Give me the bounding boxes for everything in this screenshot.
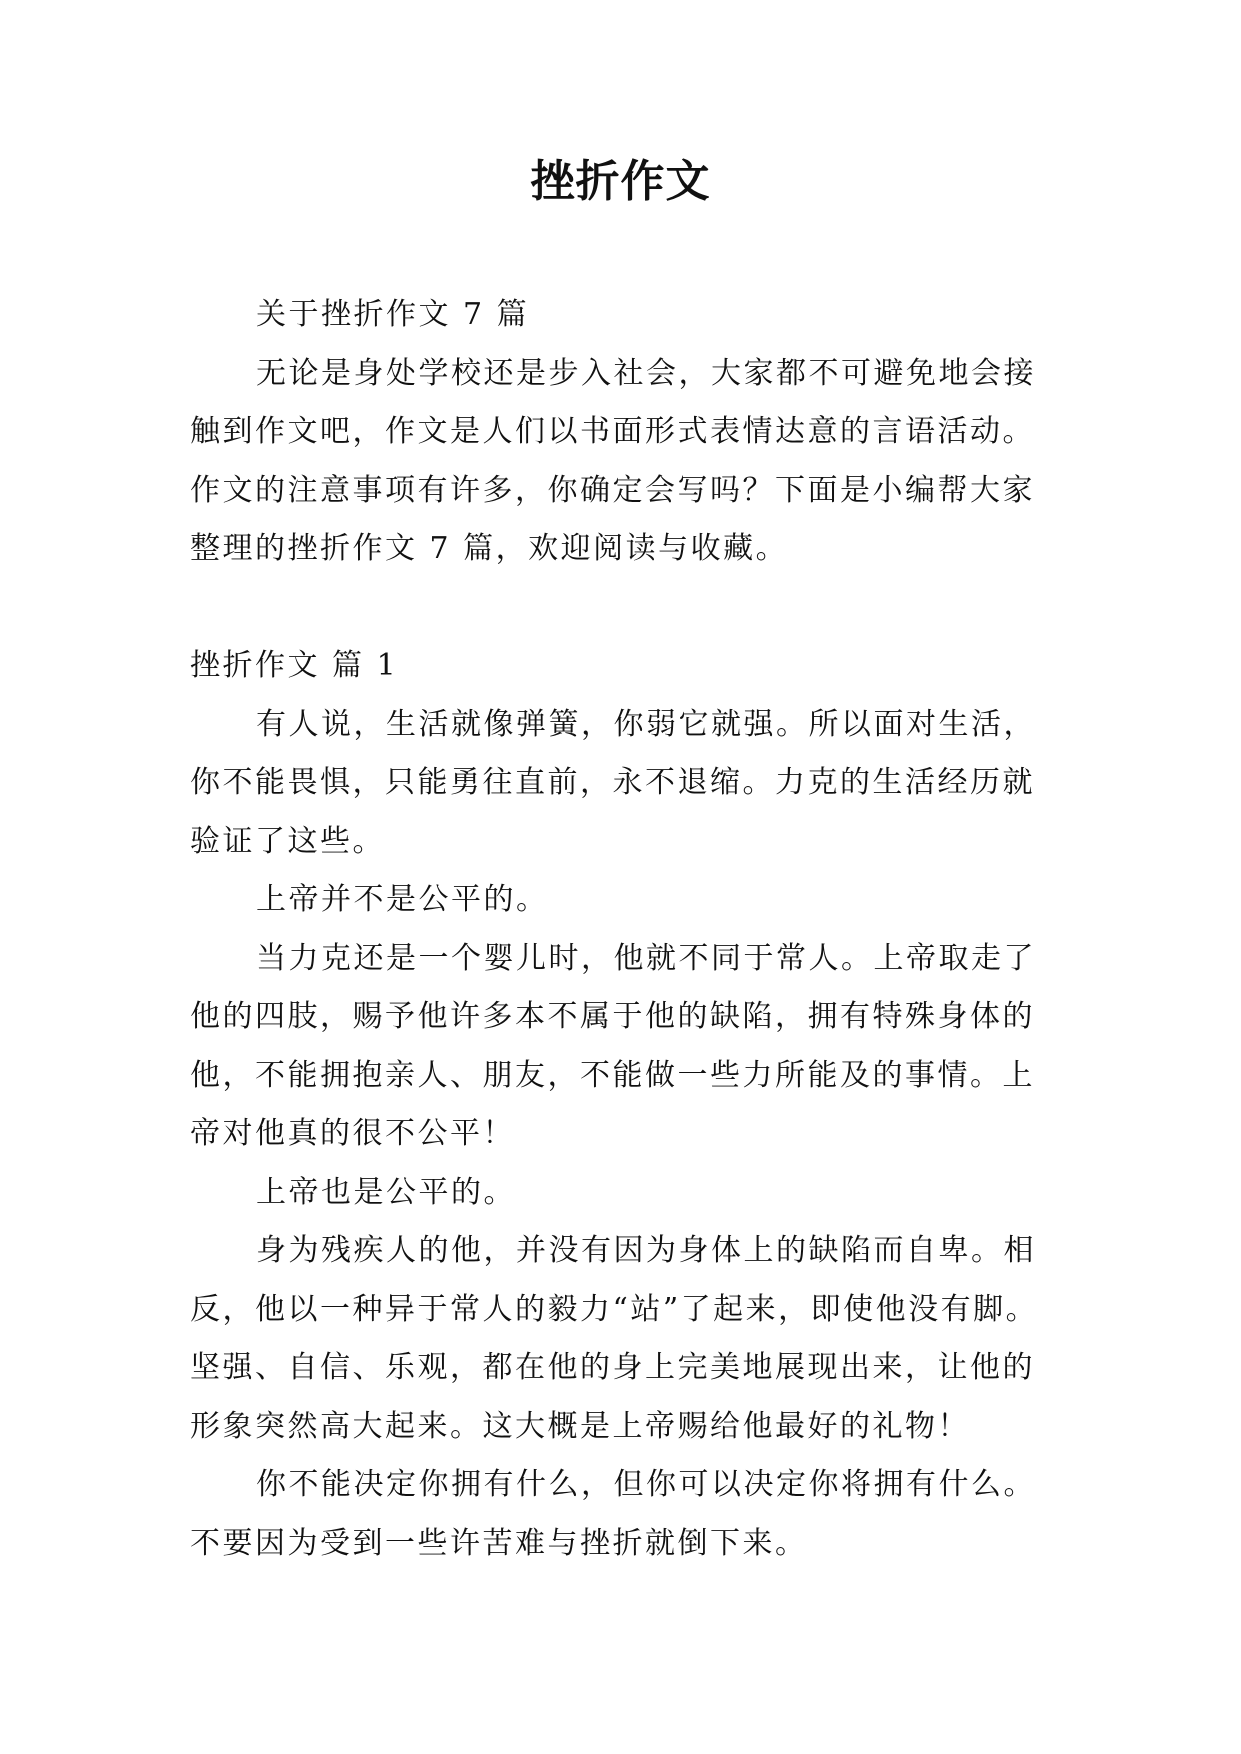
body-paragraph: 你不能决定你拥有什么，但你可以决定你将拥有什么。不要因为受到一些许苦难与挫折就倒下来。 [190,1467,1036,1561]
body-paragraph: 当力克还是一个婴儿时，他就不同于常人。上帝取走了他的四肢，赐予他许多本不属于他的缺陷，拥有特殊身体的他，不能拥抱亲人、朋友，不能做一些力所能及的事情。上帝对他真的很不公平！ [190,940,1036,1151]
body-paragraph: 身为残疾人的他，并没有因为身体上的缺陷而自卑。相反，他以一种异于常人的毅力“站”了起来，即使他没有脚。坚强、自信、乐观，都在他的身上完美地展现出来，让他的形象突然高大起来。这大概是上帝赐给他最好的礼物！ [190,1233,1039,1444]
document-body [190,286,1052,1573]
body-paragraph: 上帝也是公平的。 [256,1174,516,1210]
document-title: 挫折作文 [530,156,711,207]
section-heading: 挫折作文 篇 1 [190,648,399,683]
body-paragraph: 上帝并不是公平的。 [256,882,549,917]
paragraph-gap [190,579,1052,638]
body-paragraph: 有人说，生活就像弹簧，你弱它就强。所以面对生活，你不能畏惧，只能勇往直前，永不退缩。力克的生活经历就验证了这些。 [190,706,1036,859]
intro-paragraph: 无论是身处学校还是步入社会，大家都不可避免地会接触到作文吧，作文是人们以书面形式表情达意的言语活动。作文的注意事项有许多，你确定会写吗？下面是小编帮大家整理的挫折作文 7 篇，欢迎阅读与收藏。 [190,355,1036,566]
document-subtitle: 关于挫折作文 7 篇 [256,297,530,332]
